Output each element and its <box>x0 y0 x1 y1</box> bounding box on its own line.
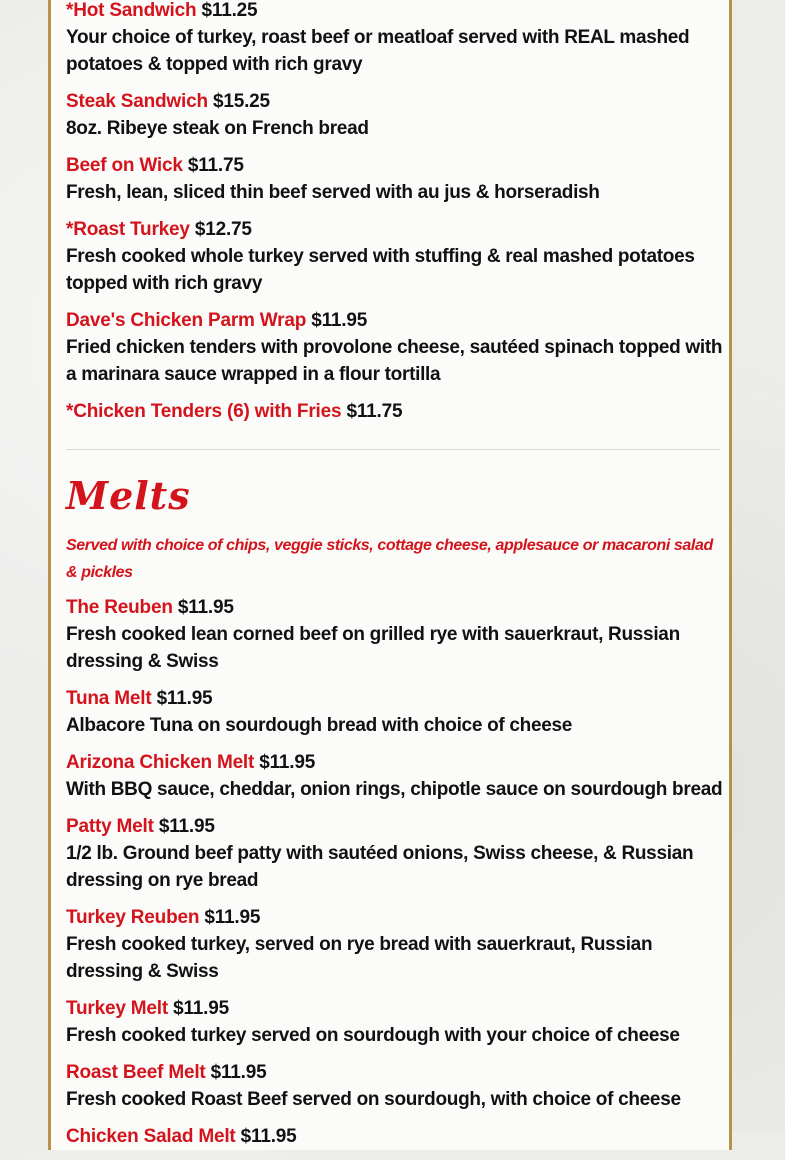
item-name: Turkey Reuben <box>66 907 200 928</box>
item-price: $11.25 <box>201 0 258 21</box>
menu-item <box>66 307 726 388</box>
item-price: $15.25 <box>212 91 270 112</box>
item-name: Roast Beef Melt <box>66 1062 206 1083</box>
menu-item <box>66 1059 726 1113</box>
item-name: The Reuben <box>66 597 173 618</box>
menu-item <box>66 216 726 297</box>
item-price: $12.75 <box>194 219 252 240</box>
item-price: $11.95 <box>210 1062 267 1083</box>
item-name: Chicken Salad Melt <box>66 1126 236 1147</box>
section-divider <box>66 449 720 450</box>
item-name: *Roast Turkey <box>66 219 190 240</box>
item-price: $11.75 <box>187 155 244 176</box>
menu-item <box>66 813 726 894</box>
item-price: $11.95 <box>177 597 234 618</box>
menu-item <box>66 685 726 739</box>
item-name: Patty Melt <box>66 816 154 837</box>
item-name: *Hot Sandwich <box>66 0 197 21</box>
menu-item <box>66 88 726 142</box>
menu-item <box>66 0 726 78</box>
menu-item <box>66 749 726 803</box>
item-price: $11.95 <box>158 816 215 837</box>
menu-item <box>66 1123 726 1150</box>
item-description: Fresh cooked Roast Beef served on sourdough, with choice of cheese <box>66 1089 681 1110</box>
item-price: $11.95 <box>173 998 229 1019</box>
item-description: Fresh cooked turkey served on sourdough with your choice of cheese <box>66 1025 680 1046</box>
item-name: Beef on Wick <box>66 155 183 176</box>
item-description: With BBQ sauce, cheddar, onion rings, chipotle sauce on sourdough bread <box>66 779 723 800</box>
item-price: $11.95 <box>259 752 316 773</box>
menu-item <box>66 904 726 985</box>
menu-content <box>66 0 726 1160</box>
item-description: 1/2 lb. Ground beef patty with sautéed onions, Swiss cheese, & Russian dressing on rye bread <box>66 843 694 891</box>
menu-item <box>66 398 726 425</box>
item-description: Fresh, lean, sliced thin beef served with au jus & horseradish <box>66 182 600 203</box>
item-price: $11.95 <box>204 907 261 928</box>
menu-item <box>66 594 726 675</box>
menu-item <box>66 995 726 1049</box>
item-price: $11.75 <box>346 401 403 422</box>
item-description: 8oz. Ribeye steak on French bread <box>66 118 369 139</box>
item-name: Tuna Melt <box>66 688 152 709</box>
item-price: $11.95 <box>311 310 368 331</box>
item-description: Fresh cooked lean corned beef on grilled rye with sauerkraut, Russian dressing & Swiss <box>66 624 680 672</box>
item-price: $11.95 <box>240 1126 297 1147</box>
item-description: Fresh cooked turkey, served on rye bread with sauerkraut, Russian dressing & Swiss <box>66 934 653 982</box>
item-description: Fresh cooked whole turkey served with stuffing & real mashed potatoes topped with rich gravy <box>66 246 695 294</box>
item-price: $11.95 <box>156 688 213 709</box>
item-name: Steak Sandwich <box>66 91 208 112</box>
item-name: Arizona Chicken Melt <box>66 752 255 773</box>
item-name: Turkey Melt <box>66 998 168 1019</box>
item-name: Dave's Chicken Parm Wrap <box>66 310 307 331</box>
section-note: Served with choice of chips, veggie sticks, cottage cheese, applesauce or macaroni salad & pickles <box>66 537 713 581</box>
section-title: Melts <box>66 473 191 518</box>
menu-item <box>66 152 726 206</box>
item-name: *Chicken Tenders (6) with Fries <box>66 401 342 422</box>
item-description: Albacore Tuna on sourdough bread with choice of cheese <box>66 715 573 736</box>
item-description: Fried chicken tenders with provolone cheese, sautéed spinach topped with a marinara sauce wrapped in a flour tortilla <box>66 337 723 385</box>
item-description: Your choice of turkey, roast beef or meatloaf served with REAL mashed potatoes & topped with rich gravy <box>66 27 690 75</box>
